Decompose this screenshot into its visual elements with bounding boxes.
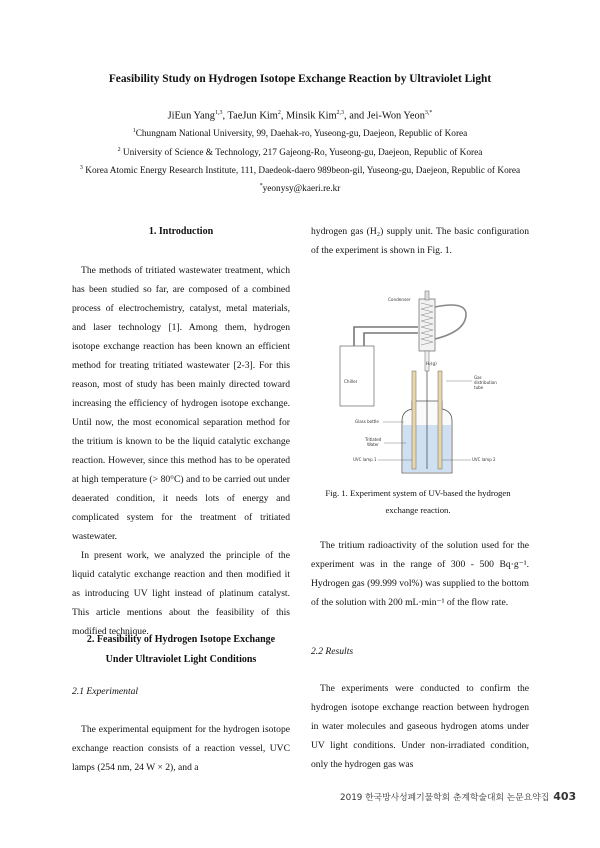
intro-paragraph-1: The methods of tritiated wastewater treatment, which has been studied so far, are composed of a combined process of electrochemistry, catalyst, metal materials, and laser technology [1]. Among them, hydrogen isotope exchange reaction has been known an efficient method for treating tritiated wastewater [2-3]. For this reason, most of study has been mainly directed toward increasing the efficiency of hydrogen isotope exchange. Until now, the most economical separation method for the tritium is known to be the liquid catalytic exchange reaction. However, since this method has to be operated at high temperature (> 80°C) and to be carried out under deaerated condition, it needs lots of energy and complicated system for the treatment of tritiated wastewater. xyxy=(72,265,290,542)
uv-lamp-1-label: UVC lamp 1 xyxy=(353,457,377,462)
gas-tube-label: Gas xyxy=(474,375,482,380)
section-2-heading xyxy=(72,630,290,670)
author-sup: 2 xyxy=(277,110,281,116)
right-column-bottom xyxy=(311,679,529,774)
experiment-figure xyxy=(326,283,510,475)
corresponding-email xyxy=(0,183,600,194)
page-number: 403 xyxy=(553,790,577,803)
aff-sup: 3 xyxy=(79,165,83,171)
author-name: , Minsik Kim xyxy=(280,110,337,122)
gas-tube-label: distribution xyxy=(474,380,497,385)
uvc-lamp-2 xyxy=(438,371,442,469)
subsection-2-2-heading: 2.2 Results xyxy=(311,646,354,657)
author-sup: 3,* xyxy=(424,110,433,116)
figure-caption xyxy=(306,485,530,519)
condenser-top xyxy=(425,291,429,300)
author-list xyxy=(0,110,600,121)
condenser-loop xyxy=(435,305,466,339)
uvc-lamp-1 xyxy=(412,371,416,469)
left-column-body xyxy=(72,261,290,641)
right-column-top xyxy=(311,222,529,260)
section-2-heading-line: Under Ultraviolet Light Conditions xyxy=(105,654,257,665)
author-name: , TaeJun Kim xyxy=(222,110,278,122)
experimental-body xyxy=(72,720,290,777)
aff-sup: 2 xyxy=(117,147,121,153)
aff-text: yeonysy@kaeri.re.kr xyxy=(262,184,341,195)
aff-sup: * xyxy=(259,183,263,189)
section-2-heading-line: 2. Feasibility of Hydrogen Isotope Exchange xyxy=(86,634,276,645)
caption-line: Fig. 1. Experiment system of UV-based the hydrogen xyxy=(325,488,511,498)
h2-label: H₂(g) xyxy=(426,361,437,366)
chiller-label: Chiller xyxy=(344,379,358,384)
page-footer xyxy=(340,790,576,803)
affiliation-3 xyxy=(0,165,600,176)
intro-paragraph-2: In present work, we analyzed the principle of the liquid catalytic exchange reaction and then modified it as introducing UV light instead of platinum catalyst. This article mentions about the feasibility of this modified technique. xyxy=(72,550,290,637)
author-sup: 2,3 xyxy=(336,110,345,116)
aff-text: University of Science & Technology, 217 Gajeong-Ro, Yuseong-gu, Daejeon, Republic of Korea xyxy=(120,148,483,159)
author-sup: 1,3 xyxy=(214,110,223,116)
right-paragraph-1: hydrogen gas (H₂) supply unit. The basic configuration of the experiment is shown in Fig. 1. xyxy=(311,226,529,256)
footer-text: 2019 한국방사성폐기물학회 춘계학술대회 논문요약집 xyxy=(340,793,550,803)
tritiated-label: Water xyxy=(367,442,379,447)
affiliation-2 xyxy=(0,147,600,158)
paper-title: Feasibility Study on Hydrogen Isotope Exchange Reaction by Ultraviolet Light xyxy=(108,73,492,85)
author-name: JiEun Yang xyxy=(167,110,215,122)
tritiated-label: Tritiated xyxy=(365,437,382,442)
glass-bottle-label: Glass bottle xyxy=(355,419,379,424)
aff-sup: 1 xyxy=(132,128,136,134)
right-paragraph-3: The experiments were conducted to confirm the hydrogen isotope exchange reaction between hydrogen in water molecules and gaseous hydrogen atoms under UV light conditions. Under non-irradiated condition, only the hydrogen gas was xyxy=(311,683,529,770)
author-name: , and Jei-Won Yeon xyxy=(344,110,425,122)
affiliation-1 xyxy=(0,128,600,139)
caption-line: exchange reaction. xyxy=(385,505,451,515)
subsection-2-1-heading: 2.1 Experimental xyxy=(72,686,139,697)
gas-tube-label: tube xyxy=(474,385,484,390)
right-column-middle xyxy=(311,536,529,612)
aff-text: Chungnam National University, 99, Daehak-ro, Yuseong-gu, Daejeon, Republic of Korea xyxy=(135,129,468,140)
experimental-paragraph: The experimental equipment for the hydrogen isotope exchange reaction consists of a reaction vessel, UVC lamps (254 nm, 24 W × 2), and a xyxy=(72,724,290,773)
chiller-box xyxy=(340,346,374,406)
aff-text: Korea Atomic Energy Research Institute, 111, Daedeok-daero 989beon-gil, Yuseong-gu, Daejeon, Republic of Korea xyxy=(82,166,521,177)
uv-lamp-2-label: UVC lamp 2 xyxy=(472,457,496,462)
intro-heading: 1. Introduction xyxy=(148,226,214,237)
right-paragraph-2: The tritium radioactivity of the solution used for the experiment was in the range of 300 - 500 Bq·g⁻¹. Hydrogen gas (99.999 vol%) was supplied to the bottom of the solution with 200 mL·min⁻¹ of the flow rate. xyxy=(311,540,529,608)
condenser-label: Condenser xyxy=(388,297,411,302)
chiller-tube-return xyxy=(364,333,418,346)
